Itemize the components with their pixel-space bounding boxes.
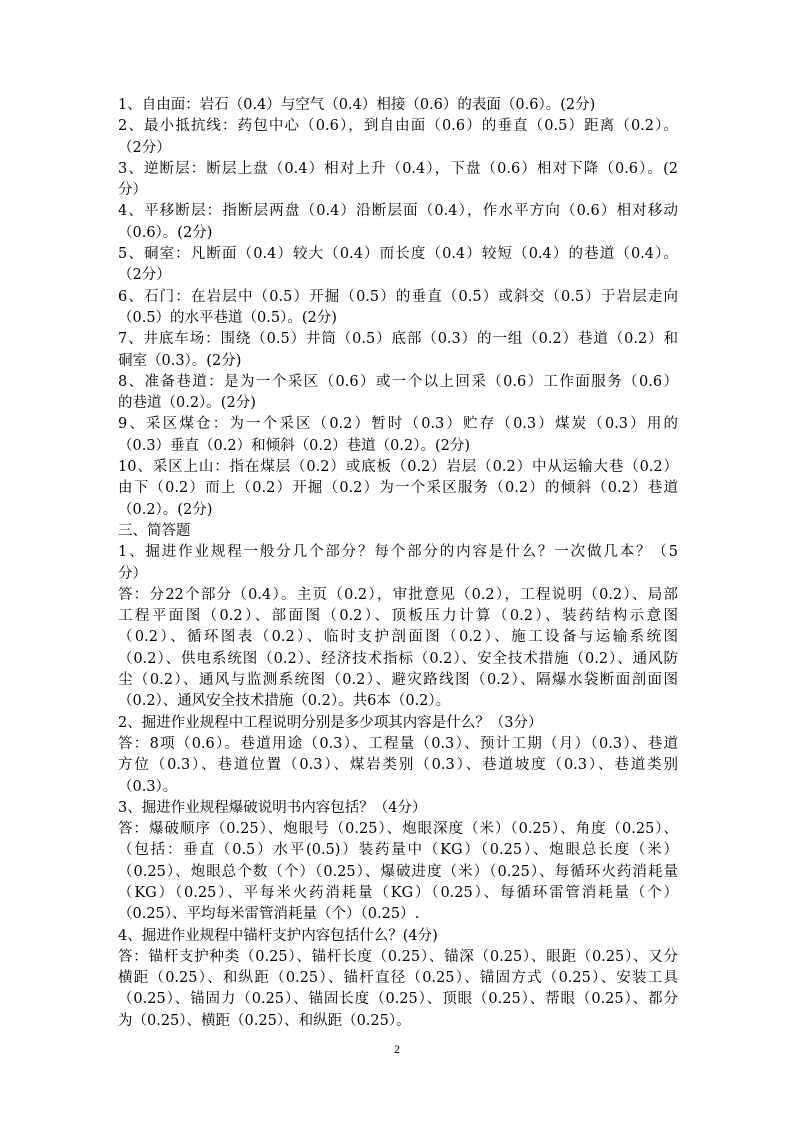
text-line: 2、最小抵抗线：药包中心（0.6），到自由面（0.6）的垂直（0.5）距离（0.2）。 bbox=[118, 118, 678, 135]
text-line: 8、准备巷道：是为一个采区（0.6）或一个以上回采（0.6）工作面服务（0.6） bbox=[118, 373, 678, 390]
text-line: 答：8项（0.6）。巷道用途（0.3）、工程量（0.3）、预计工期（月）（0.3）、巷道 bbox=[118, 735, 678, 752]
text-line: （0.3）垂直（0.2）和倾斜（0.2）巷道（0.2）。(2分) bbox=[118, 437, 471, 454]
text-line: 三、简答题 bbox=[118, 522, 191, 539]
text-line: 10、采区上山：指在煤层（0.2）或底板（0.2）岩层（0.2）中从运输大巷（0.2） bbox=[118, 459, 678, 476]
text-line: （0.2）、通风安全技术措施（0.2）。共6本（0.2）。 bbox=[118, 693, 451, 710]
text-line: 3、逆断层：断层上盘（0.4）相对上升（0.4），下盘（0.6）相对下降（0.6）。(2 bbox=[118, 160, 678, 177]
text-line: 硐室（0.3）。(2分) bbox=[118, 352, 242, 369]
text-line: 答：锚杆支护种类（0.25）、锚杆长度（0.25）、锚深（0.25）、眼距（0.25）、又分 bbox=[118, 948, 678, 965]
text-line: 4、掘进作业规程中锚杆支护内容包括什么？(4分) bbox=[118, 927, 438, 944]
text-line: （0.2）、循环图表（0.2）、临时支护剖面图（0.2）、施工设备与运输系统图 bbox=[118, 629, 678, 646]
text-line: （2分） bbox=[118, 267, 171, 284]
text-line: （包括：垂直（0.5）水平(0.5)）装药量中（KG）（0.25）、炮眼总长度（米） bbox=[118, 842, 678, 859]
text-line: 4、平移断层：指断层两盘（0.4）沿断层面（0.4），作水平方向（0.6）相对移动 bbox=[118, 203, 678, 220]
text-line: 分） bbox=[118, 565, 147, 582]
text-line: （0.2）。(2分) bbox=[118, 501, 213, 518]
text-line: （0.3）。 bbox=[118, 778, 178, 795]
text-line: 答：分22个部分（0.4）。主页（0.2），审批意见（0.2），工程说明（0.2）、局部 bbox=[118, 586, 678, 603]
text-line: 的巷道（0.2）。(2分) bbox=[118, 395, 256, 412]
text-line: 9、采区煤仓：为一个采区（0.2）暂时（0.3）贮存（0.3）煤炭（0.3）用的 bbox=[118, 416, 678, 433]
text-line: （0.2）、供电系统图（0.2）、经济技术指标（0.2）、安全技术措施（0.2）、通风防 bbox=[118, 650, 678, 667]
text-line: （0.5）的水平巷道（0.5）。(2分) bbox=[118, 309, 337, 326]
text-line: 1、自由面：岩石（0.4）与空气（0.4）相接（0.6）的表面（0.6）。(2分) bbox=[118, 97, 596, 113]
text-line: 由下（0.2）而上（0.2）开掘（0.2）为一个采区服务（0.2）的倾斜（0.2）巷道 bbox=[118, 480, 678, 497]
text-line: 1、掘进作业规程一般分几个部分？每个部分的内容是什么？一次做几本？（5 bbox=[118, 544, 678, 561]
text-line: 分） bbox=[118, 182, 147, 199]
text-line: 7、井底车场：围绕（0.5）井筒（0.5）底部（0.3）的一组（0.2）巷道（0.2）和 bbox=[118, 331, 678, 348]
text-line: 为（0.25）、横距（0.25）、和纵距（0.25）。 bbox=[118, 1012, 411, 1029]
text-line: 方位（0.3）、巷道位置（0.3）、煤岩类别（0.3）、巷道坡度（0.3）、巷道类别 bbox=[118, 757, 678, 774]
text-line: 尘（0.2）、通风与监测系统图（0.2）、避灾路线图（0.2）、隔爆水袋断面剖面图 bbox=[118, 672, 678, 689]
text-line: 5、硐室：凡断面（0.4）较大（0.4）而长度（0.4）较短（0.4）的巷道（0.4）。 bbox=[118, 246, 678, 263]
document-body bbox=[118, 95, 678, 1032]
text-line: 答：爆破顺序（0.25）、炮眼号（0.25）、炮眼深度（米）（0.25）、角度（0.25）、 bbox=[118, 821, 678, 838]
text-line: 2、掘进作业规程中工程说明分别是多少项其内容是什么？（3分） bbox=[118, 714, 543, 731]
text-line: （0.25）、炮眼总个数（个）（0.25）、爆破进度（米）（0.25）、每循环火药消耗量 bbox=[118, 863, 678, 880]
text-line: （2分） bbox=[118, 139, 171, 156]
text-line: （KG）（0.25）、平每米火药消耗量（KG）（0.25）、每循环雷管消耗量（个） bbox=[118, 884, 678, 901]
text-line: 3、掘进作业规程爆破说明书内容包括？（4分） bbox=[118, 799, 427, 816]
text-line: 横距（0.25）、和纵距（0.25）、锚杆直径（0.25）、锚固方式（0.25）、安装工具 bbox=[118, 970, 678, 987]
text-line: （0.25）、平均每米雷管消耗量（个）（0.25）. bbox=[118, 906, 420, 923]
page-number: 2 bbox=[394, 1042, 400, 1056]
text-line: （0.6）。(2分) bbox=[118, 224, 213, 241]
text-line: 6、石门：在岩层中（0.5）开掘（0.5）的垂直（0.5）或斜交（0.5）于岩层走向 bbox=[118, 288, 678, 305]
text-line: （0.25）、锚固力（0.25）、锚固长度（0.25）、顶眼（0.25）、帮眼（0.25）、都分 bbox=[118, 991, 678, 1008]
text-line: 工程平面图（0.2）、部面图（0.2）、顶板压力计算（0.2）、装药结构示意图 bbox=[118, 608, 678, 625]
